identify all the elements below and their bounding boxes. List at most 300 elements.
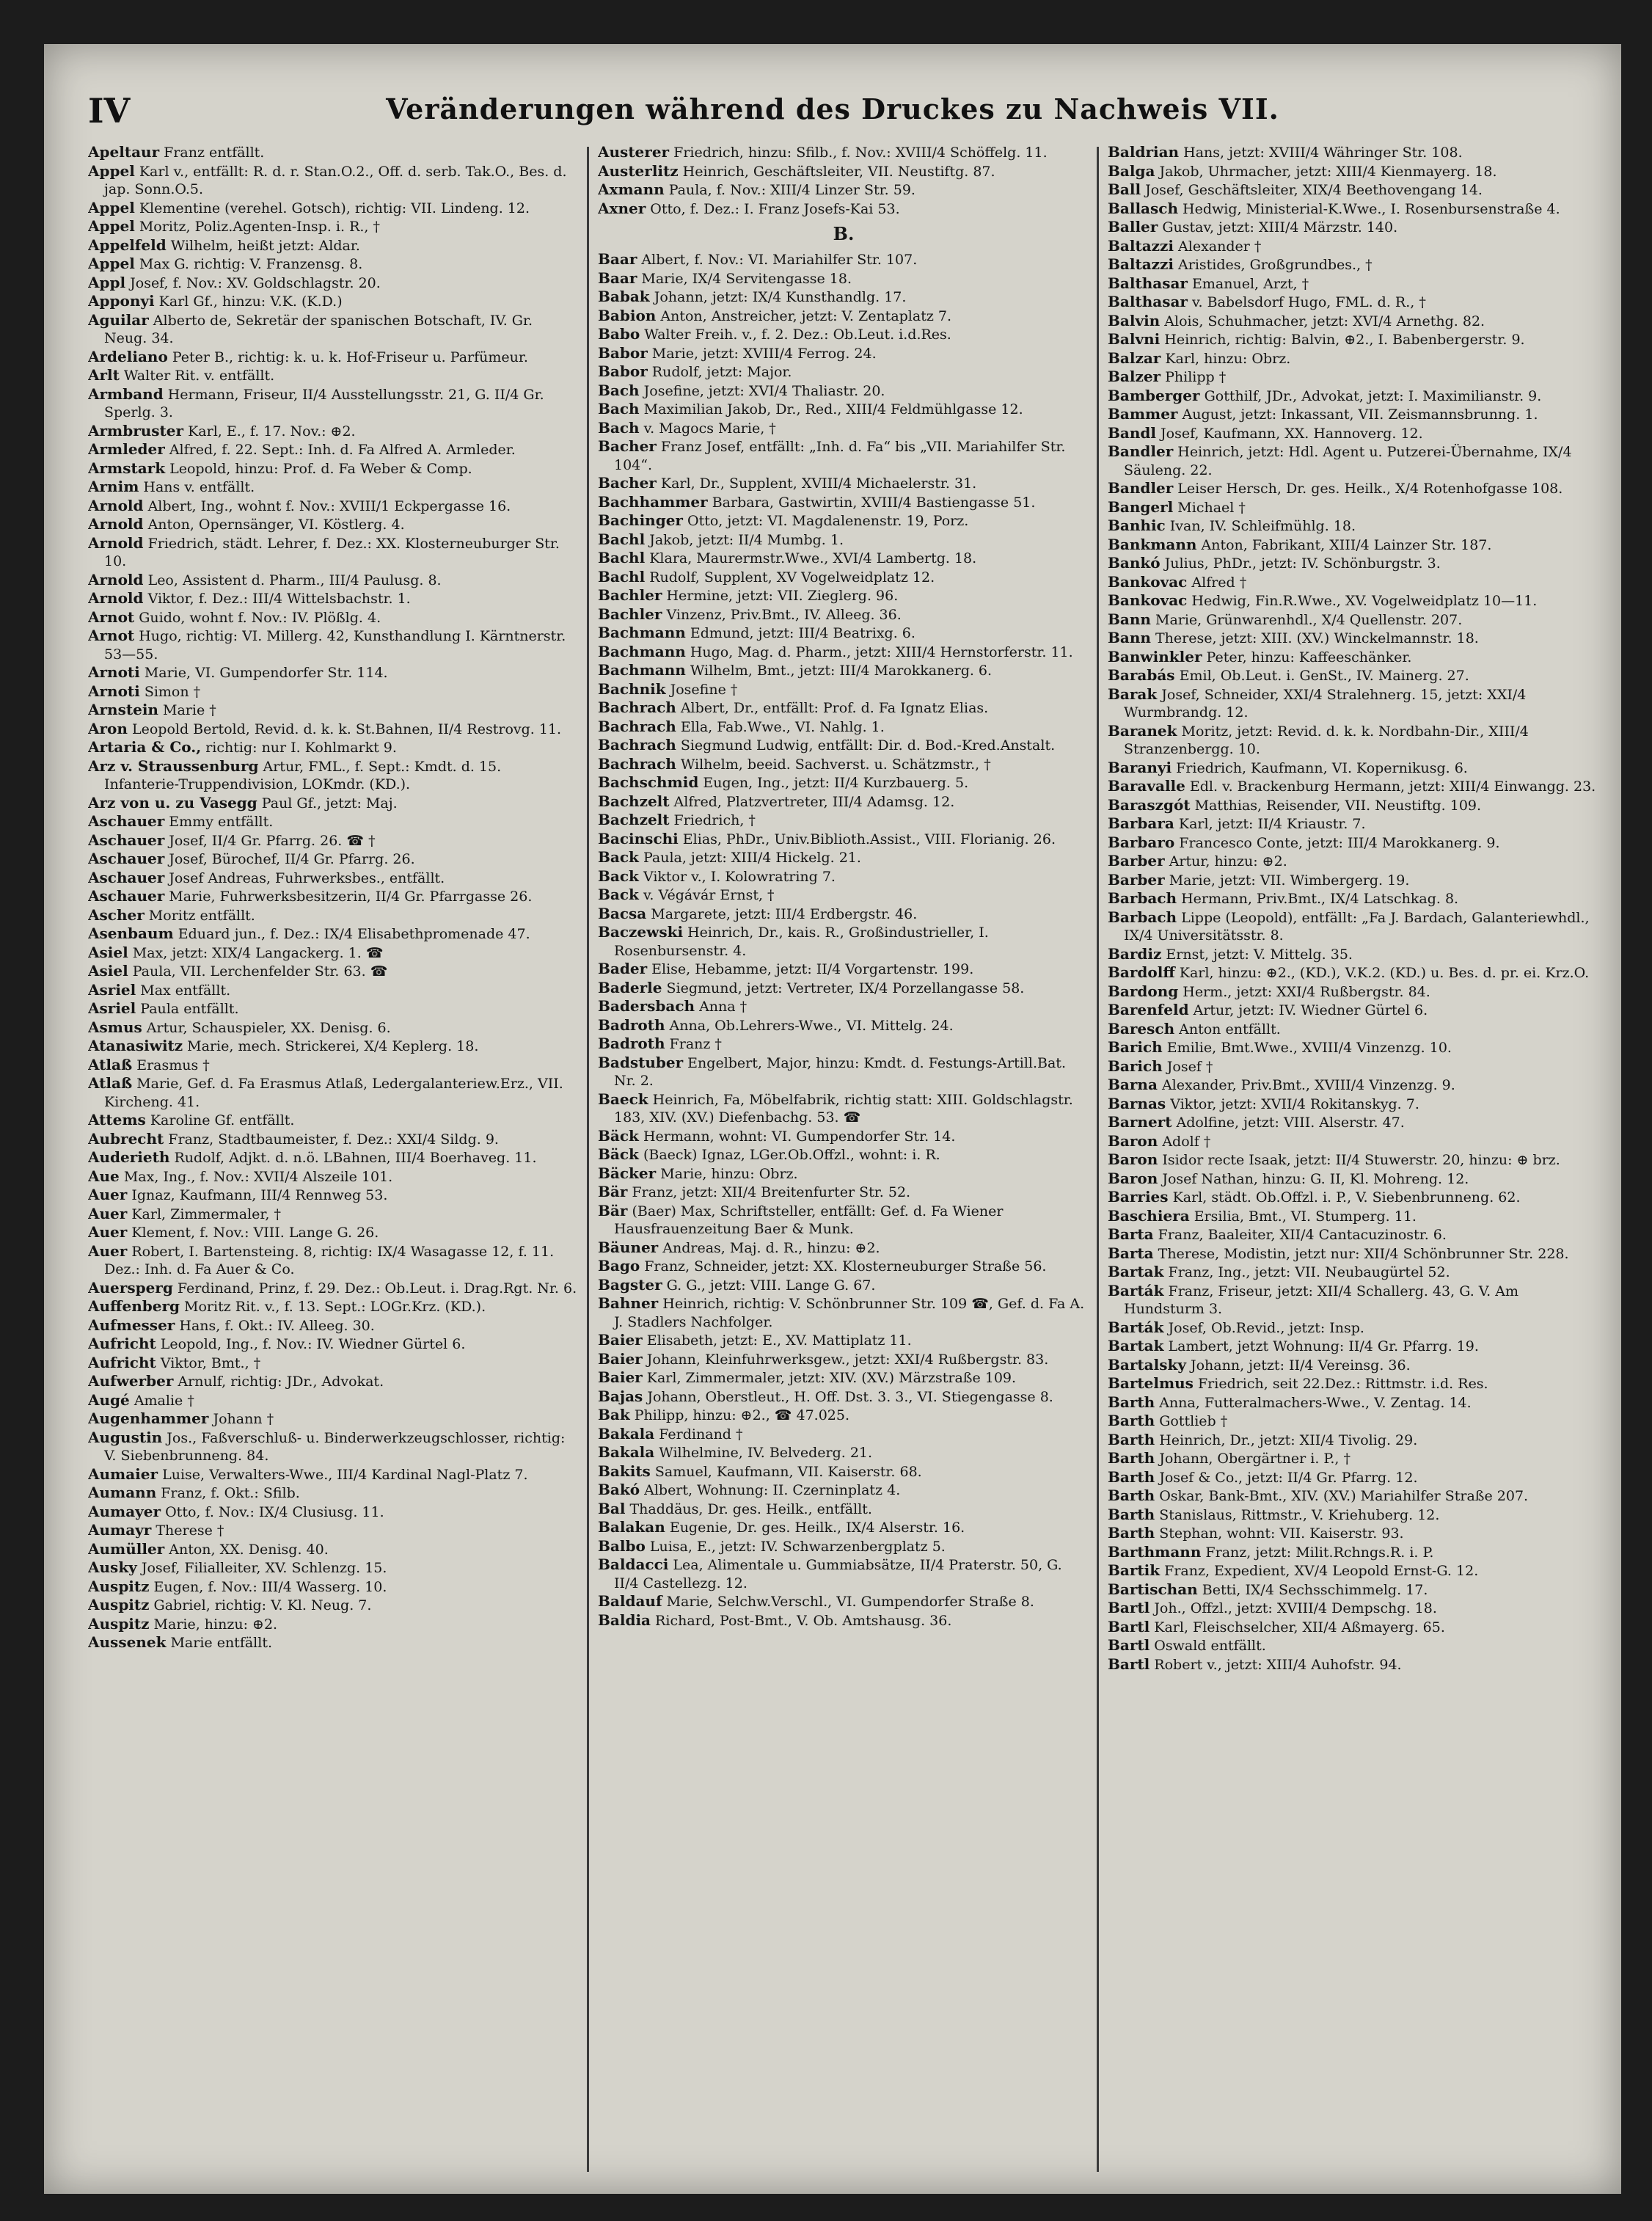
entry-details: Karl, hinzu: ⊕2., (KD.), V.K.2. (KD.) u. Bes. d. pr. ei. Krz.O. bbox=[1174, 965, 1590, 981]
entry-details: Isidor recte Isaak, jetzt: II/4 Stuwerstr. 20, hinzu: ⊕ brz. bbox=[1158, 1152, 1560, 1168]
directory-entry bbox=[598, 1257, 1089, 1276]
entry-details: Otto, jetzt: VI. Magdalenenstr. 19, Porz. bbox=[682, 513, 969, 529]
entry-surname: Bach bbox=[598, 418, 640, 437]
directory-entry bbox=[598, 307, 1089, 326]
directory-entry bbox=[598, 474, 1089, 493]
directory-entry bbox=[1108, 442, 1599, 479]
directory-entry bbox=[598, 848, 1089, 867]
directory-entry bbox=[598, 1145, 1089, 1164]
directory-entry bbox=[88, 794, 580, 813]
entry-surname: Badroth bbox=[598, 1035, 665, 1052]
entry-surname: Augustin bbox=[88, 1428, 163, 1446]
entry-details: Josefine † bbox=[665, 681, 738, 698]
entry-details: Karl, Fleischselcher, XII/4 Aßmayerg. 65. bbox=[1150, 1619, 1445, 1635]
directory-entry bbox=[88, 962, 580, 981]
entry-details: Albert, Wohnung: II. Czerninplatz 4. bbox=[640, 1482, 901, 1498]
entry-surname: Bachhammer bbox=[598, 492, 708, 511]
entry-surname: Bagster bbox=[598, 1275, 662, 1294]
entry-details: Engelbert, Major, hinzu: Kmdt. d. Festungs-Artill.Bat. Nr. 2. bbox=[614, 1054, 1066, 1089]
column-3 bbox=[1108, 143, 1599, 2176]
entry-details: Wilhelmine, IV. Belvederg. 21. bbox=[654, 1445, 873, 1461]
directory-entry bbox=[598, 792, 1089, 812]
entry-details: Karl, Zimmermaler, † bbox=[127, 1206, 282, 1222]
entry-surname: Aschauer bbox=[88, 812, 165, 830]
entry-surname: Arnold bbox=[88, 589, 144, 607]
entry-details: Moritz, jetzt: Revid. d. k. k. Nordbahn-Dir., XIII/4 Stranzenbergg. 10. bbox=[1124, 723, 1529, 757]
directory-entry bbox=[1108, 963, 1599, 982]
entry-details: Barbara, Gastwirtin, XVIII/4 Bastiengasse 51. bbox=[707, 494, 1036, 511]
directory-entry bbox=[598, 437, 1089, 474]
directory-entry bbox=[88, 1037, 580, 1056]
directory-entry bbox=[598, 773, 1089, 792]
entry-surname: Babo bbox=[598, 325, 640, 343]
directory-entry bbox=[598, 867, 1089, 886]
entry-surname: Baschiera bbox=[1108, 1206, 1190, 1225]
entry-surname: Baier bbox=[598, 1349, 643, 1368]
directory-entry bbox=[88, 422, 580, 441]
entry-surname: Bachnik bbox=[598, 679, 666, 698]
directory-entry bbox=[598, 830, 1089, 849]
entry-surname: Baron bbox=[1108, 1131, 1158, 1150]
entry-surname: Armbruster bbox=[88, 421, 184, 440]
directory-entry bbox=[1108, 1487, 1599, 1506]
entry-details: Andreas, Maj. d. R., hinzu: ⊕2. bbox=[658, 1239, 880, 1256]
entry-details: Ersilia, Bmt., VI. Stumperg. 11. bbox=[1189, 1208, 1417, 1225]
entry-details: Paula, VII. Lerchenfelder Str. 63. ☎ bbox=[128, 963, 388, 980]
directory-entry bbox=[1108, 1188, 1599, 1207]
entry-surname: Auer bbox=[88, 1223, 128, 1241]
entry-surname: Baar bbox=[598, 250, 637, 268]
directory-entry bbox=[1108, 814, 1599, 834]
directory-entry bbox=[88, 812, 580, 831]
directory-entry bbox=[598, 624, 1089, 643]
directory-entry bbox=[1108, 405, 1599, 424]
directory-entry bbox=[1108, 255, 1599, 274]
entry-surname: Aubrecht bbox=[88, 1129, 164, 1148]
entry-details: Marie entfällt. bbox=[166, 1635, 273, 1651]
directory-entry bbox=[598, 718, 1089, 737]
entry-surname: Augenhammer bbox=[88, 1409, 209, 1427]
directory-entry bbox=[1108, 722, 1599, 759]
entry-surname: Bann bbox=[1108, 629, 1151, 646]
entry-surname: Balthasar bbox=[1108, 293, 1188, 310]
directory-entry bbox=[88, 589, 580, 608]
entry-surname: Apeltaur bbox=[88, 143, 160, 161]
entry-details: Johann, jetzt: II/4 Vereinsg. 36. bbox=[1185, 1357, 1411, 1374]
directory-entry bbox=[1108, 200, 1599, 219]
entry-surname: Bal bbox=[598, 1499, 626, 1517]
entry-details: Matthias, Reisender, VII. Neustiftg. 109. bbox=[1190, 797, 1482, 814]
directory-entry bbox=[1108, 349, 1599, 368]
directory-entry bbox=[598, 1127, 1089, 1146]
entry-surname: Auer bbox=[88, 1241, 128, 1260]
directory-entry bbox=[1108, 1599, 1599, 1618]
entry-details: Leopold Bertold, Revid. d. k. k. St.Bahnen, II/4 Restrovg. 11. bbox=[127, 721, 562, 737]
entry-details: Artur, FML., f. Sept.: Kmdt. d. 15. Infanterie-Truppendivision, LOKmdr. (KD.). bbox=[104, 758, 502, 792]
entry-surname: Bammer bbox=[1108, 405, 1178, 423]
entry-details: Walter Freih. v., f. 2. Dez.: Ob.Leut. i.d.Res. bbox=[640, 327, 951, 343]
entry-surname: Bartak bbox=[1108, 1263, 1164, 1280]
entry-surname: Barthmann bbox=[1108, 1542, 1202, 1561]
entry-surname: Appelfeld bbox=[88, 236, 167, 254]
entry-surname: Barnas bbox=[1108, 1094, 1166, 1112]
directory-entry bbox=[88, 1279, 580, 1298]
entry-surname: Bardolff bbox=[1108, 963, 1175, 981]
directory-entry bbox=[1108, 554, 1599, 573]
directory-entry bbox=[88, 1205, 580, 1224]
entry-surname: Bakó bbox=[598, 1481, 640, 1498]
directory-entry bbox=[598, 680, 1089, 699]
entry-details: Karl Gf., hinzu: V.K. (K.D.) bbox=[154, 293, 343, 310]
entry-details: Lea, Alimentale u. Gummiabsätze, II/4 Praterstr. 50, G. II/4 Castellezg. 12. bbox=[614, 1557, 1062, 1591]
directory-entry bbox=[1108, 1412, 1599, 1431]
entry-surname: Bann bbox=[1108, 610, 1151, 628]
entry-details: G. G., jetzt: VIII. Lange G. 67. bbox=[662, 1277, 876, 1294]
entry-details: Anton, Opernsänger, VI. Köstlerg. 4. bbox=[143, 517, 405, 533]
entry-surname: Aumüller bbox=[88, 1539, 165, 1558]
directory-entry bbox=[1108, 871, 1599, 890]
directory-entry bbox=[598, 923, 1089, 960]
directory-entry bbox=[1108, 1095, 1599, 1114]
directory-entry bbox=[1108, 1580, 1599, 1600]
entry-details: Betti, IX/4 Sechsschimmelg. 17. bbox=[1197, 1581, 1428, 1598]
entry-details: Viktor v., I. Kolowratring 7. bbox=[638, 868, 836, 885]
entry-details: Lippe (Leopold), entfällt: „Fa J. Bardach, Galanteriewhdl., IX/4 Universitätsstr. 8. bbox=[1124, 909, 1590, 944]
entry-details: Hans, f. Okt.: IV. Alleeg. 30. bbox=[175, 1317, 375, 1334]
directory-entry bbox=[88, 199, 580, 218]
column-divider bbox=[587, 147, 589, 2172]
entry-surname: Bartl bbox=[1108, 1617, 1150, 1635]
directory-entry bbox=[1108, 834, 1599, 853]
entry-details: Josef † bbox=[1162, 1058, 1213, 1075]
entry-details: Robert, I. Bartensteing. 8, richtig: IX/4 Wasagasse 12, f. 11. Dez.: Inh. d. Fa Auer & Co. bbox=[104, 1243, 555, 1277]
entry-surname: Bakala bbox=[598, 1443, 655, 1461]
directory-entry bbox=[1108, 368, 1599, 387]
entry-surname: Bankó bbox=[1108, 554, 1161, 572]
directory-entry bbox=[88, 1223, 580, 1242]
directory-entry bbox=[598, 180, 1089, 200]
entry-details: Josef, Kaufmann, XX. Hannoverg. 12. bbox=[1156, 425, 1423, 442]
entry-details: Friedrich, städt. Lehrer, f. Dez.: XX. Klosterneuburger Str. 10. bbox=[104, 535, 560, 569]
directory-entry bbox=[88, 701, 580, 720]
entry-details: Johann † bbox=[208, 1411, 274, 1427]
entry-details: Stephan, wohnt: VII. Kaiserstr. 93. bbox=[1155, 1525, 1404, 1542]
entry-details: Karl, Zimmermaler, jetzt: XIV. (XV.) Märzstraße 109. bbox=[642, 1370, 1017, 1386]
entry-surname: Auffenberg bbox=[88, 1297, 180, 1315]
directory-entry bbox=[1108, 1057, 1599, 1076]
entry-details: Hermann, wohnt: VI. Gumpendorfer Str. 14. bbox=[638, 1128, 956, 1145]
entry-surname: Balvni bbox=[1108, 330, 1161, 348]
entry-details: Jos., Faßverschluß- u. Binderwerkzeugschlosser, richtig: V. Siebenbrunneng. 84. bbox=[104, 1429, 566, 1464]
entry-details: Jakob, Uhrmacher, jetzt: XIII/4 Kienmayerg. 18. bbox=[1155, 163, 1497, 180]
entry-surname: Barbach bbox=[1108, 889, 1177, 907]
entry-details: Hedwig, Ministerial-K.Wwe., I. Rosenbursenstraße 4. bbox=[1178, 200, 1560, 217]
entry-details: Hugo, Mag. d. Pharm., jetzt: XIII/4 Hernstorferstr. 11. bbox=[685, 643, 1073, 660]
directory-entry bbox=[598, 269, 1089, 288]
entry-surname: Bakala bbox=[598, 1424, 655, 1443]
entry-surname: Barth bbox=[1108, 1467, 1155, 1486]
entry-details: Paula, jetzt: XIII/4 Hickelg. 21. bbox=[638, 850, 861, 866]
entry-details: Franz, f. Okt.: Sfilb. bbox=[156, 1485, 300, 1501]
entry-surname: Bachrach bbox=[598, 699, 676, 716]
directory-entry bbox=[88, 1409, 580, 1429]
entry-details: Margarete, jetzt: III/4 Erdbergstr. 46. bbox=[646, 905, 918, 922]
entry-details: Eugen, f. Nov.: III/4 Wasserg. 10. bbox=[149, 1578, 387, 1595]
entry-surname: Banwinkler bbox=[1108, 647, 1202, 665]
directory-entry bbox=[1108, 1636, 1599, 1655]
entry-surname: Appel bbox=[88, 198, 135, 216]
directory-entry bbox=[1108, 1655, 1599, 1674]
entry-details: Peter, hinzu: Kaffeeschänker. bbox=[1202, 649, 1412, 665]
entry-details: Elise, Hebamme, jetzt: II/4 Vorgartenstr. 199. bbox=[647, 961, 974, 977]
directory-entry bbox=[88, 1316, 580, 1335]
directory-entry bbox=[88, 571, 580, 590]
entry-details: Franz, jetzt: Milit.Rchngs.R. i. P. bbox=[1201, 1544, 1434, 1561]
directory-entry bbox=[598, 1368, 1089, 1387]
entry-details: Max, jetzt: XIX/4 Langackerg. 1. ☎ bbox=[128, 944, 384, 961]
directory-entry bbox=[598, 250, 1089, 269]
directory-entry bbox=[1108, 1561, 1599, 1580]
entry-surname: Bäcker bbox=[598, 1164, 657, 1182]
directory-entry bbox=[1108, 274, 1599, 293]
entry-surname: Atanasiwitz bbox=[88, 1037, 183, 1054]
directory-entry bbox=[88, 311, 580, 348]
directory-entry bbox=[88, 831, 580, 850]
entry-surname: Barna bbox=[1108, 1076, 1158, 1093]
entry-surname: Bader bbox=[598, 960, 648, 977]
directory-entry bbox=[88, 1111, 580, 1130]
directory-entry bbox=[1108, 852, 1599, 871]
directory-entry bbox=[88, 627, 580, 663]
directory-entry bbox=[598, 886, 1089, 905]
entry-surname: Bäuner bbox=[598, 1238, 659, 1256]
directory-entry bbox=[88, 757, 580, 794]
directory-entry bbox=[88, 1074, 580, 1111]
entry-surname: Ascher bbox=[88, 905, 145, 924]
entry-surname: Aschauer bbox=[88, 850, 165, 867]
entry-surname: Asenbaum bbox=[88, 924, 174, 942]
entry-surname: Arnold bbox=[88, 496, 144, 514]
entry-surname: Barták bbox=[1108, 1281, 1164, 1299]
entry-details: Peter B., richtig: k. u. k. Hof-Friseur u. Parfümeur. bbox=[167, 349, 528, 365]
entry-details: Paul Gf., jetzt: Maj. bbox=[257, 795, 398, 812]
directory-entry bbox=[598, 1164, 1089, 1184]
entry-surname: Baresch bbox=[1108, 1019, 1175, 1037]
entry-details: Oswald entfällt. bbox=[1150, 1638, 1266, 1654]
entry-details: Josef & Co., jetzt: II/4 Gr. Pfarrg. 12. bbox=[1155, 1469, 1418, 1486]
entry-surname: Armband bbox=[88, 384, 164, 403]
entry-surname: Baldacci bbox=[598, 1556, 669, 1573]
entry-surname: Barta bbox=[1108, 1225, 1154, 1243]
directory-entry bbox=[88, 515, 580, 534]
entry-surname: Aschauer bbox=[88, 831, 165, 849]
directory-entry bbox=[1108, 1150, 1599, 1170]
entry-surname: Appl bbox=[88, 273, 126, 291]
entry-surname: Barak bbox=[1108, 685, 1158, 703]
entry-surname: Bandler bbox=[1108, 479, 1174, 497]
entry-surname: Arlt bbox=[88, 366, 120, 384]
entry-details: Siegmund Ludwig, entfällt: Dir. d. Bod.-Kred.Anstalt. bbox=[676, 737, 1056, 754]
entry-details: Leiser Hersch, Dr. ges. Heilk., X/4 Rotenhofgasse 108. bbox=[1173, 481, 1563, 497]
directory-entry bbox=[1108, 648, 1599, 667]
directory-entry bbox=[88, 1465, 580, 1484]
entry-details: Marie, Grünwarenhdl., X/4 Quellenstr. 207. bbox=[1150, 611, 1463, 628]
directory-entry bbox=[598, 1350, 1089, 1369]
entry-surname: Asriel bbox=[88, 999, 136, 1017]
entry-details: Josef, Schneider, XXI/4 Stralehnerg. 15, jetzt: XXI/4 Wurmbrandg. 12. bbox=[1124, 686, 1527, 721]
directory-entry bbox=[598, 1239, 1089, 1258]
entry-details: Josef, Ob.Revid., jetzt: Insp. bbox=[1163, 1319, 1364, 1336]
entry-details: Paula, f. Nov.: XIII/4 Linzer Str. 59. bbox=[664, 182, 915, 198]
directory-entry bbox=[598, 1294, 1089, 1331]
directory-entry bbox=[88, 1372, 580, 1391]
entry-details: Hugo, richtig: VI. Millerg. 42, Kunsthandlung I. Kärntnerstr. 53—55. bbox=[104, 628, 566, 663]
entry-surname: Aussenek bbox=[88, 1633, 167, 1651]
entry-surname: Augé bbox=[88, 1390, 130, 1409]
directory-entry bbox=[598, 1202, 1089, 1239]
entry-details: Karl, hinzu: Obrz. bbox=[1161, 350, 1291, 367]
directory-entry bbox=[88, 1391, 580, 1410]
entry-surname: Barabás bbox=[1108, 666, 1175, 684]
entry-surname: Bachrach bbox=[598, 736, 676, 754]
entry-surname: Auersperg bbox=[88, 1278, 173, 1297]
entry-details: v. Babelsdorf Hugo, FML. d. R., † bbox=[1187, 294, 1426, 310]
directory-entry bbox=[88, 1130, 580, 1149]
directory-entry bbox=[88, 924, 580, 944]
directory-entry bbox=[1108, 479, 1599, 498]
entry-details: Hans v. entfällt. bbox=[139, 479, 255, 495]
entry-surname: Baldia bbox=[598, 1611, 651, 1629]
directory-entry bbox=[1108, 424, 1599, 443]
entry-surname: Bachl bbox=[598, 567, 646, 586]
entry-details: Hermann, Friseur, II/4 Ausstellungsstr. 21, G. II/4 Gr. Sperlg. 3. bbox=[104, 386, 544, 420]
directory-entry bbox=[1108, 1207, 1599, 1226]
entry-details: richtig: nur I. Kohlmarkt 9. bbox=[201, 740, 397, 756]
entry-surname: Barnert bbox=[1108, 1113, 1172, 1131]
entry-surname: Bago bbox=[598, 1257, 640, 1274]
entry-surname: Arz v. Straussenburg bbox=[88, 756, 259, 775]
entry-details: Gotthilf, JDr., Advokat, jetzt: I. Maximilianstr. 9. bbox=[1199, 387, 1542, 404]
entry-surname: Arnold bbox=[88, 570, 144, 588]
directory-entry bbox=[1108, 218, 1599, 237]
entry-details: Franz Josef, entfällt: „Inh. d. Fa“ bis „VII. Mariahilfer Str. 104“. bbox=[614, 439, 1066, 473]
directory-entry bbox=[1108, 330, 1599, 349]
directory-entry bbox=[1108, 1618, 1599, 1637]
directory-entry bbox=[1108, 1393, 1599, 1412]
directory-entry bbox=[598, 568, 1089, 587]
entry-details: Ferdinand, Prinz, f. 29. Dez.: Ob.Leut. i. Drag.Rgt. Nr. 6. bbox=[172, 1280, 577, 1297]
directory-entry bbox=[88, 663, 580, 682]
entry-surname: Austerer bbox=[598, 143, 670, 161]
entry-details: Josef, Geschäftsleiter, XIX/4 Beethovengang 14. bbox=[1141, 182, 1483, 198]
entry-details: Jakob, jetzt: II/4 Mumbg. 1. bbox=[645, 531, 844, 548]
entry-surname: Barich bbox=[1108, 1038, 1163, 1056]
directory-entry bbox=[598, 511, 1089, 530]
directory-entry bbox=[88, 1242, 580, 1279]
entry-surname: Asmus bbox=[88, 1018, 142, 1036]
entry-details: Albert, Ing., wohnt f. Nov.: XVIII/1 Eckpergasse 16. bbox=[143, 497, 511, 514]
entry-surname: Aufricht bbox=[88, 1335, 156, 1352]
directory-page bbox=[44, 44, 1621, 2194]
entry-details: Josef, f. Nov.: XV. Goldschlagstr. 20. bbox=[125, 274, 381, 291]
entry-surname: Bardong bbox=[1108, 982, 1179, 1000]
directory-entry bbox=[88, 534, 580, 571]
entry-surname: Balga bbox=[1108, 161, 1155, 180]
entry-surname: Bankovac bbox=[1108, 572, 1188, 591]
directory-entry bbox=[1108, 517, 1599, 536]
entry-details: Ernst, jetzt: V. Mittelg. 35. bbox=[1161, 946, 1353, 963]
entry-details: Franz entfällt. bbox=[159, 145, 265, 161]
entry-details: Thaddäus, Dr. ges. Heilk., entfällt. bbox=[625, 1500, 872, 1517]
directory-entry bbox=[88, 255, 580, 274]
entry-details: Marie, mech. Strickerei, X/4 Keplerg. 18. bbox=[183, 1038, 479, 1054]
entry-details: Therese † bbox=[151, 1522, 224, 1539]
directory-entry bbox=[88, 720, 580, 739]
directory-entry bbox=[598, 1035, 1089, 1054]
entry-details: Karl, E., f. 17. Nov.: ⊕2. bbox=[183, 423, 356, 440]
entry-details: Erasmus † bbox=[132, 1057, 210, 1073]
directory-entry bbox=[1108, 1170, 1599, 1189]
entry-surname: Bahner bbox=[598, 1294, 659, 1312]
entry-surname: Barries bbox=[1108, 1188, 1169, 1206]
entry-details: Marie, IX/4 Servitengasse 18. bbox=[637, 270, 852, 287]
entry-details: Heinrich, Dr., jetzt: XII/4 Tivolig. 29. bbox=[1155, 1432, 1418, 1448]
directory-entry bbox=[598, 979, 1089, 998]
directory-entry bbox=[88, 497, 580, 516]
entry-surname: Aumayr bbox=[88, 1521, 152, 1539]
entry-surname: Bach bbox=[598, 400, 640, 417]
directory-entry bbox=[598, 1331, 1089, 1350]
entry-surname: Appel bbox=[88, 255, 135, 272]
directory-entry bbox=[1108, 908, 1599, 945]
entry-surname: Axmann bbox=[598, 180, 665, 198]
directory-entry bbox=[598, 419, 1089, 438]
directory-entry bbox=[1108, 1543, 1599, 1562]
entry-details: Artur, hinzu: ⊕2. bbox=[1164, 853, 1287, 869]
directory-entry bbox=[598, 143, 1089, 162]
entry-details: Julius, PhDr., jetzt: IV. Schönburgstr. 3. bbox=[1160, 555, 1441, 572]
entry-surname: Austerlitz bbox=[598, 161, 679, 180]
entry-details: Karoline Gf. entfällt. bbox=[145, 1112, 295, 1128]
entry-surname: Bartl bbox=[1108, 1636, 1150, 1654]
directory-entry bbox=[1108, 777, 1599, 796]
directory-entry bbox=[598, 755, 1089, 774]
entry-details: Franz, Expedient, XV/4 Leopold Ernst-G. 12. bbox=[1160, 1563, 1479, 1579]
entry-surname: Armleder bbox=[88, 440, 165, 458]
directory-entry bbox=[88, 1540, 580, 1559]
directory-entry bbox=[88, 236, 580, 255]
directory-entry bbox=[88, 944, 580, 963]
entry-details: Wilhelm, Bmt., jetzt: III/4 Marokkanerg. 6. bbox=[685, 663, 993, 679]
entry-details: Eduard jun., f. Dez.: IX/4 Elisabethpromenade 47. bbox=[173, 926, 530, 942]
directory-entry bbox=[88, 1167, 580, 1186]
entry-surname: Appel bbox=[88, 217, 135, 235]
entry-details: Viktor, jetzt: XVII/4 Rokitanskyg. 7. bbox=[1166, 1095, 1419, 1112]
directory-entry bbox=[598, 400, 1089, 419]
entry-surname: Auspitz bbox=[88, 1596, 150, 1613]
entry-surname: Babor bbox=[598, 362, 648, 380]
entry-details: Heinrich, Dr., kais. R., Großindustrieller, I. Rosenbursenstr. 4. bbox=[614, 924, 989, 959]
entry-surname: Aumann bbox=[88, 1484, 157, 1501]
directory-entry bbox=[88, 1521, 580, 1540]
entry-details: Maximilian Jakob, Dr., Red., XIII/4 Feldmühlgasse 12. bbox=[639, 401, 1023, 417]
directory-entry bbox=[1108, 796, 1599, 815]
directory-entry bbox=[598, 1556, 1089, 1592]
directory-entry bbox=[88, 1578, 580, 1597]
directory-entry bbox=[88, 869, 580, 888]
directory-entry bbox=[88, 850, 580, 869]
directory-entry bbox=[1108, 162, 1599, 181]
